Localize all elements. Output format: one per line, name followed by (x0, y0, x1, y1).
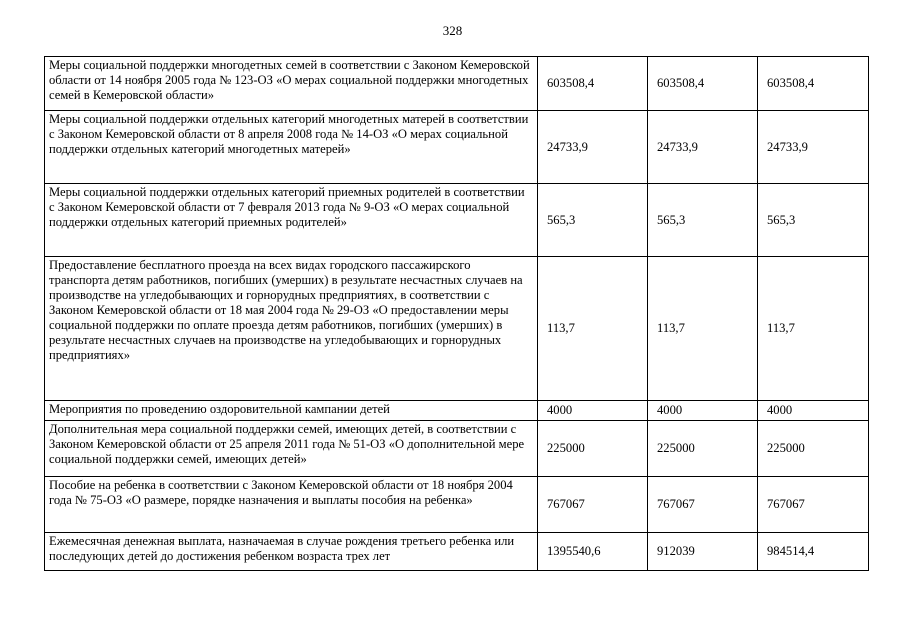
row-description: Мероприятия по проведению оздоровительной кампании детей (45, 401, 538, 421)
table-row (45, 57, 869, 111)
page-number: 328 (442, 23, 463, 38)
value-cell: 225000 (758, 421, 869, 477)
value-cell: 113,7 (758, 257, 869, 401)
row-description: Дополнительная мера социальной поддержки семей, имеющих детей, в соответствии с Законом Кемеровской области от 25 апреля 2011 года № 51-ОЗ «О дополнительной мере социальной поддержки семей, имеющих детей» (45, 421, 538, 477)
table-row (45, 421, 869, 477)
value-cell: 603508,4 (538, 57, 648, 111)
value-cell: 24733,9 (538, 111, 648, 184)
row-description: Меры социальной поддержки многодетных семей в соответствии с Законом Кемеровской области от 14 ноября 2005 года № 123-ОЗ «О мерах социальной поддержки многодетных семей в Кемеровской области» (45, 57, 538, 111)
value-cell: 24733,9 (648, 111, 758, 184)
table-row (45, 184, 869, 257)
value-cell: 24733,9 (758, 111, 869, 184)
value-cell: 912039 (648, 533, 758, 571)
value-cell: 767067 (758, 477, 869, 533)
table-row (45, 257, 869, 401)
value-cell: 4000 (758, 401, 869, 421)
value-cell: 565,3 (538, 184, 648, 257)
row-description: Меры социальной поддержки отдельных категорий многодетных матерей в соответствии с Законом Кемеровской области от 8 апреля 2008 года № 14-ОЗ «О мерах социальной поддержки отдельных категорий многодетных матерей» (45, 111, 538, 184)
value-cell: 767067 (648, 477, 758, 533)
value-cell: 603508,4 (648, 57, 758, 111)
table-row (45, 533, 869, 571)
value-cell: 565,3 (758, 184, 869, 257)
row-description: Меры социальной поддержки отдельных категорий приемных родителей в соответствии с Законом Кемеровской области от 7 февраля 2013 года № 9-ОЗ «О мерах социальной поддержки отдельных категорий приемных родителей» (45, 184, 538, 257)
value-cell: 113,7 (648, 257, 758, 401)
value-cell: 4000 (538, 401, 648, 421)
value-cell: 225000 (648, 421, 758, 477)
row-description: Ежемесячная денежная выплата, назначаемая в случае рождения третьего ребенка или последующих детей до достижения ребенком возраста трех лет (45, 533, 538, 571)
value-cell: 4000 (648, 401, 758, 421)
value-cell: 767067 (538, 477, 648, 533)
value-cell: 565,3 (648, 184, 758, 257)
value-cell: 984514,4 (758, 533, 869, 571)
table-row (45, 401, 869, 421)
table-row (45, 111, 869, 184)
budget-table (44, 56, 869, 571)
value-cell: 603508,4 (758, 57, 869, 111)
row-description: Предоставление бесплатного проезда на всех видах городского пассажирского транспорта детям работников, погибших (умерших) в результате несчастных случаев на производстве на угледобывающих и горнорудных предприятиях, в соответствии с Законом Кемеровской области от 18 мая 2004 года № 29-ОЗ «О предоставлении меры социальной поддержки по оплате проезда детям работников, погибших (умерших) в результате несчастных случаев на производстве на угледобывающих и горнорудных предприятиях» (45, 257, 538, 401)
table-row (45, 477, 869, 533)
value-cell: 113,7 (538, 257, 648, 401)
row-description: Пособие на ребенка в соответствии с Законом Кемеровской области от 18 ноября 2004 года № 75-ОЗ «О размере, порядке назначения и выплаты пособия на ребенка» (45, 477, 538, 533)
value-cell: 1395540,6 (538, 533, 648, 571)
value-cell: 225000 (538, 421, 648, 477)
